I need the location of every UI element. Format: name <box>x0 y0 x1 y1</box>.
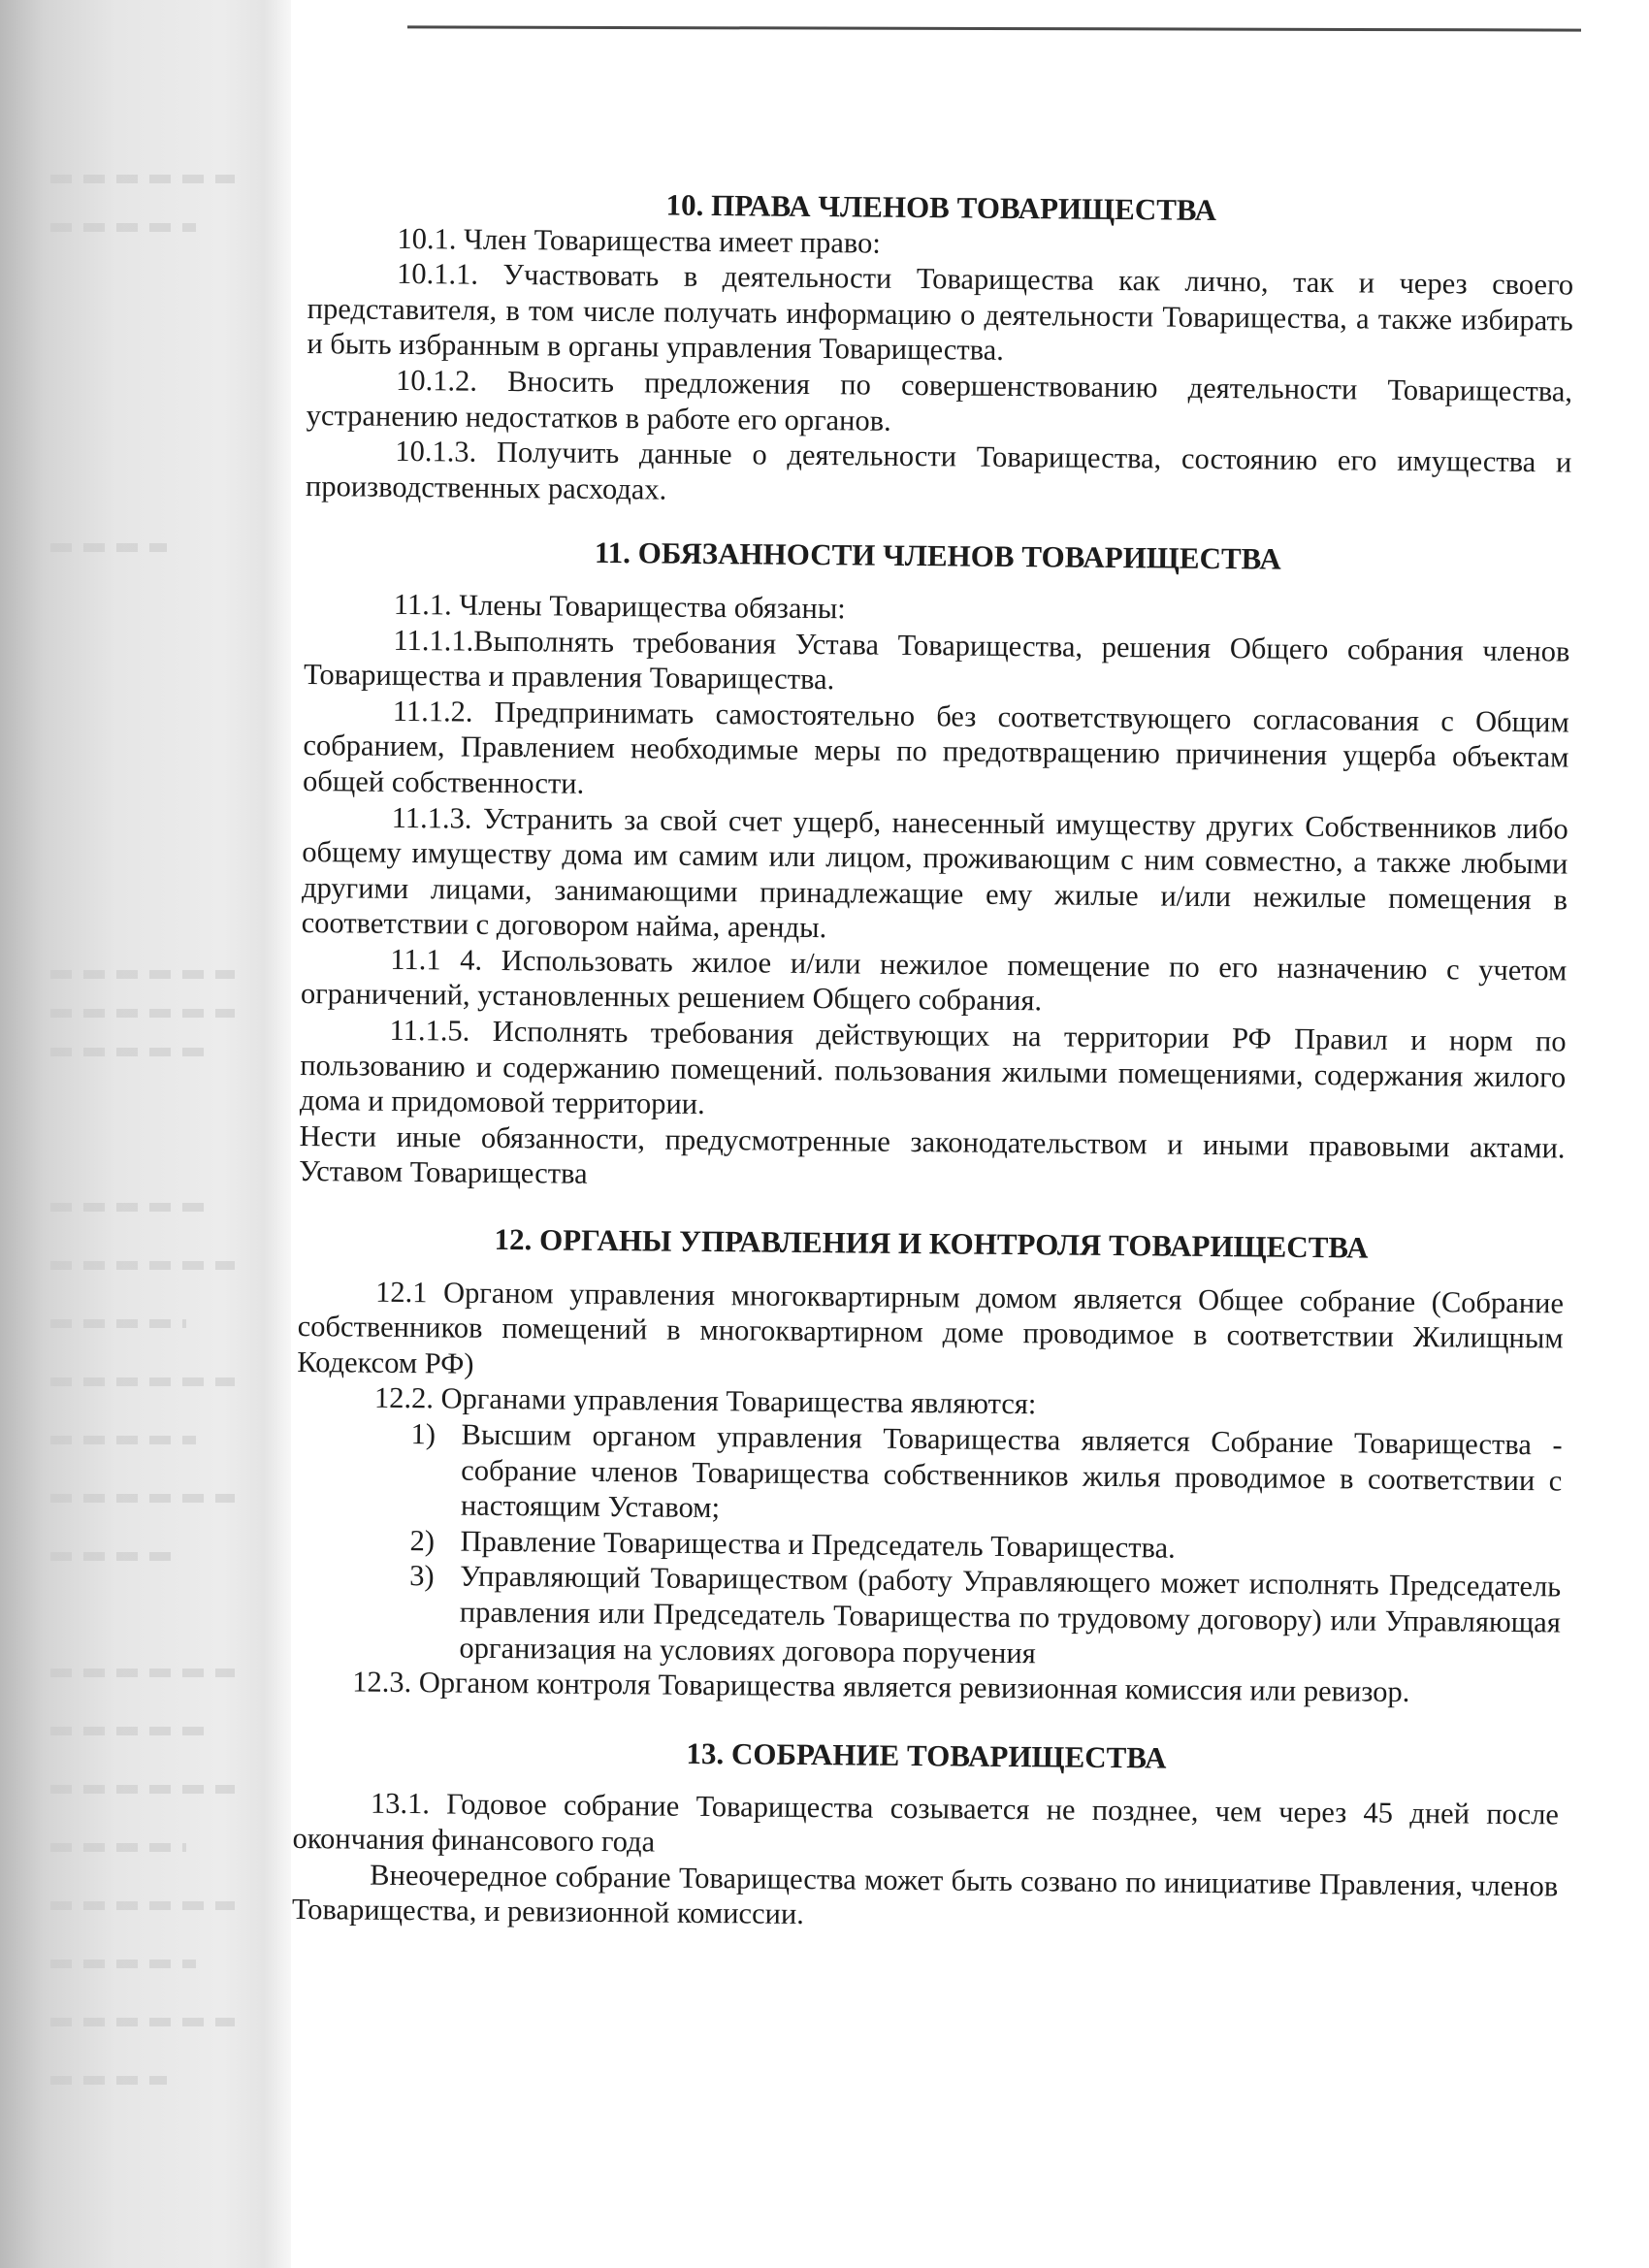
bleed-through-text <box>50 1785 235 1794</box>
clause-11-1-2: 11.1.2. Предпринимать самостоятельно без соответствующего согласования с Общим собранием, Правлением необходимые меры по предотвращению причинения ущерба объектам общей собственности. <box>302 694 1569 800</box>
clause-11-1-1: 11.1.1.Выполнять требования Устава Товарищества, решения Общего собрания членов Товарищества и правления Товарищества. <box>303 623 1570 697</box>
bleed-through-text <box>50 543 167 552</box>
clause-11-1-5: 11.1.5. Исполнять требования действующих на территории РФ Правил и норм по пользованию и содержанию помещений. пользования жилыми помещениями, содержания жилого дома и придомовой территории. <box>299 1013 1567 1121</box>
list-item <box>410 1417 1563 1535</box>
bleed-through-text <box>50 1843 186 1852</box>
bleed-through-text <box>50 1203 206 1212</box>
bleed-through-text <box>50 1261 235 1270</box>
bleed-through-text <box>50 1960 196 1968</box>
page-top-rule <box>407 25 1581 31</box>
bleed-through-text <box>50 1901 235 1910</box>
bleed-through-text <box>50 1377 235 1386</box>
clause-11-1: 11.1. Члены Товарищества обязаны: <box>393 587 846 626</box>
bleed-through-text <box>50 2076 167 2085</box>
bleed-through-text <box>50 175 235 183</box>
clause-10-1-1: 10.1.1. Участвовать в деятельности Товарищества как лично, так и через своего представителя, в том числе получать информацию о деятельности Товарищества, а также избирать и быть избранным в органы управления Товарищества. <box>307 257 1574 368</box>
list-item-number: 2) <box>409 1523 436 1558</box>
clause-13-1: 13.1. Годовое собрание Товарищества созывается не позднее, чем через 45 дней после окончания финансового года <box>292 1787 1560 1859</box>
clause-11-1-3: 11.1.3. Устранить за свой счет ущерб, нанесенный имуществу других Собственников либо общему имуществу дома им самим или лицом, проживающим с ним совместно, а также любыми другими лицами, занимающими принадлежащие ему жилые и/или нежилые помещения в соответствии с договором найма, аренды. <box>301 800 1568 945</box>
clause-10-1-3: 10.1.3. Получить данные о деятельности Товарищества, состоянию его имущества и производственных расходах. <box>305 435 1572 506</box>
governing-bodies-list <box>294 1415 1562 1676</box>
list-item-text: Управляющий Товариществом (работу Управляющего может исполнять Председатель правления или Председатель Товарищества по трудовому договору) или Управляющая организация на условиях договора поручения <box>459 1559 1562 1669</box>
clause-12-2: 12.2. Органами управления Товарищества являются: <box>373 1381 1037 1421</box>
bleed-through-text <box>50 970 235 979</box>
bleed-through-text <box>50 1494 235 1503</box>
document-page <box>292 184 1574 1939</box>
bleed-through-text <box>50 1552 177 1561</box>
bleed-through-text <box>50 1009 235 1018</box>
clause-12-1: 12.1 Органом управления многоквартирным домом является Общее собрание (Собрание собственников помещений в многоквартирном доме проводимое в соответствии Жилищным Кодексом РФ) <box>297 1275 1565 1380</box>
bleed-through-text <box>50 2018 235 2026</box>
bleed-through-text <box>50 1436 196 1444</box>
bleed-through-text <box>50 1319 186 1328</box>
list-item <box>409 1559 1562 1676</box>
bleed-through-text <box>50 1727 206 1735</box>
clause-11-other-duties: Нести иные обязанности, предусмотренные законодательством и иными правовыми актами. Уставом Товарищества <box>299 1118 1566 1191</box>
section-10-title: 10. ПРАВА ЧЛЕНОВ ТОВАРИЩЕСТВА <box>665 187 1217 227</box>
list-item-text: Высшим органом управления Товарищества является Собрание Товарищества - собрание членов Товарищества собственников жилья проводимое в соответствии с настоящим Уставом; <box>460 1417 1563 1525</box>
scan-shadow-margin <box>0 0 291 2268</box>
bleed-through-text <box>50 1669 235 1677</box>
clause-10-1: 10.1. Член Товарищества имеет право: <box>397 221 881 260</box>
bleed-through-text <box>50 223 196 232</box>
section-11-title: 11. ОБЯЗАННОСТИ ЧЛЕНОВ ТОВАРИЩЕСТВА <box>594 535 1281 576</box>
section-12-title: 12. ОРГАНЫ УПРАВЛЕНИЯ И КОНТРОЛЯ ТОВАРИЩЕСТВА <box>494 1221 1369 1265</box>
clause-12-3: 12.3. Органом контроля Товарищества является ревизионная комиссия или ревизор. <box>352 1665 1410 1709</box>
bleed-through-text <box>50 1048 215 1056</box>
list-item-text: Правление Товарищества и Председатель Товарищества. <box>460 1524 1176 1565</box>
list-item-number: 1) <box>410 1417 436 1451</box>
clause-11-1-4: 11.1 4. Использовать жилое и/или нежилое помещение по его назначению с учетом ограничений, установленных решением Общего собрания. <box>300 942 1568 1018</box>
clause-13-extraordinary-meeting: Внеочередное собрание Товарищества может быть созвано по инициативе Правления, членов Товарищества, и ревизионной комиссии. <box>291 1858 1559 1931</box>
section-13-title: 13. СОБРАНИЕ ТОВАРИЩЕСТВА <box>686 1735 1167 1775</box>
clause-10-1-2: 10.1.2. Вносить предложения по совершенствованию деятельности Товарищества, устранению недостатков в работе его органов. <box>306 363 1573 437</box>
list-item-number: 3) <box>409 1559 435 1593</box>
